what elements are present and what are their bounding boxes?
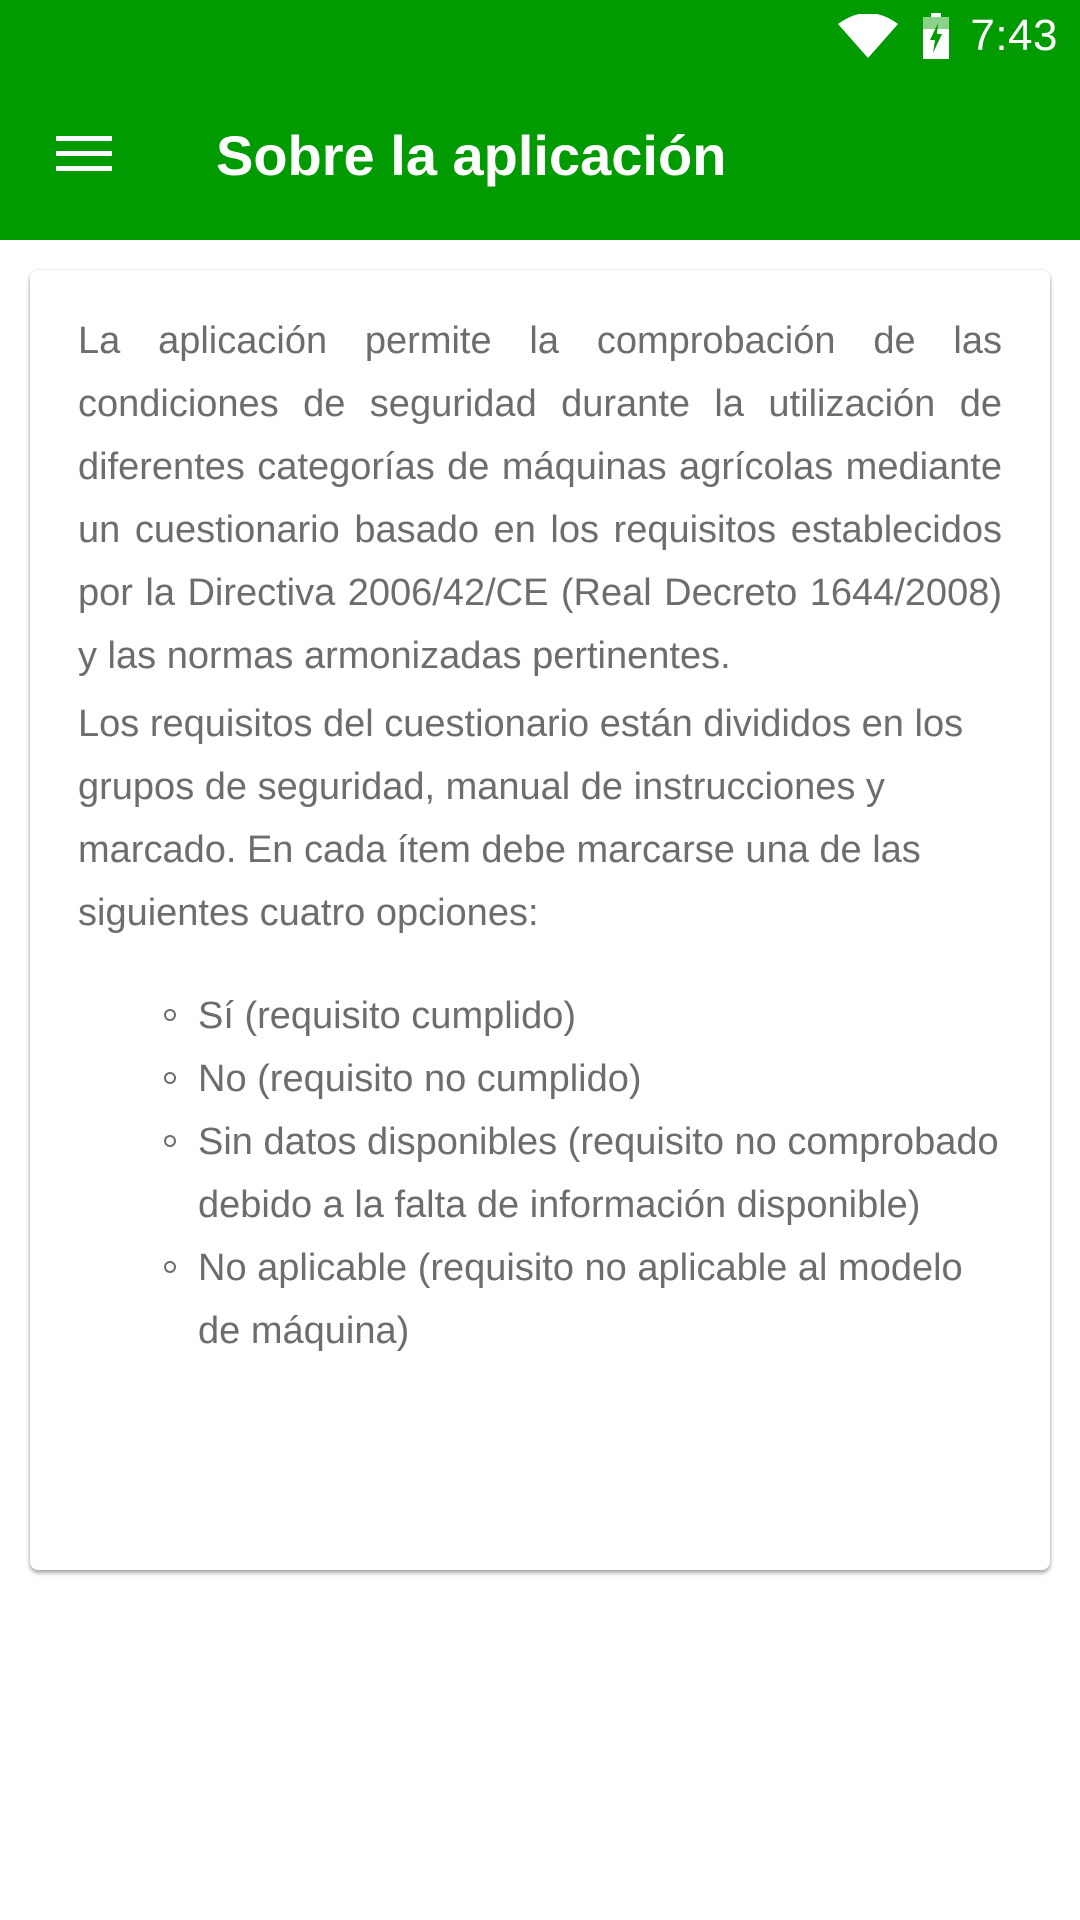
options-list <box>78 985 1002 1363</box>
bullet-circle-icon <box>164 1009 176 1021</box>
list-item <box>198 1111 1002 1237</box>
wifi-icon <box>838 14 898 58</box>
app-bar <box>0 72 1080 240</box>
battery-charging-icon <box>922 13 950 59</box>
about-card <box>30 270 1050 1570</box>
menu-button[interactable] <box>40 110 128 198</box>
bullet-circle-icon <box>164 1261 176 1273</box>
option-label: No aplicable (requisito no aplicable al modelo de máquina) <box>198 1247 963 1352</box>
page-title: Sobre la aplicación <box>216 124 727 187</box>
option-label: No (requisito no cumplido) <box>198 1058 642 1100</box>
hamburger-menu-icon <box>56 134 112 174</box>
option-label: Sí (requisito cumplido) <box>198 995 577 1037</box>
bullet-circle-icon <box>164 1135 176 1147</box>
option-label: Sin datos disponibles (requisito no comprobado debido a la falta de información disponible) <box>198 1121 999 1226</box>
list-item <box>198 1237 1002 1363</box>
description-paragraph: La aplicación permite la comprobación de las condiciones de seguridad durante la utilización de diferentes categorías de máquinas agrícolas mediante un cuestionario basado en los requisitos establecidos por la Directiva 2006/42/CE (Real Decreto 1644/2008) y las normas armonizadas pertinentes. <box>78 320 1002 677</box>
status-bar <box>0 0 1080 72</box>
list-item <box>198 1048 1002 1111</box>
bullet-circle-icon <box>164 1072 176 1084</box>
status-icons <box>838 0 1058 72</box>
requirements-paragraph: Los requisitos del cuestionario están divididos en los grupos de seguridad, manual de instrucciones y marcado. En cada ítem debe marcarse una de las siguientes cuatro opciones: <box>78 703 964 934</box>
list-item <box>198 985 1002 1048</box>
status-time: 7:43 <box>970 11 1058 60</box>
